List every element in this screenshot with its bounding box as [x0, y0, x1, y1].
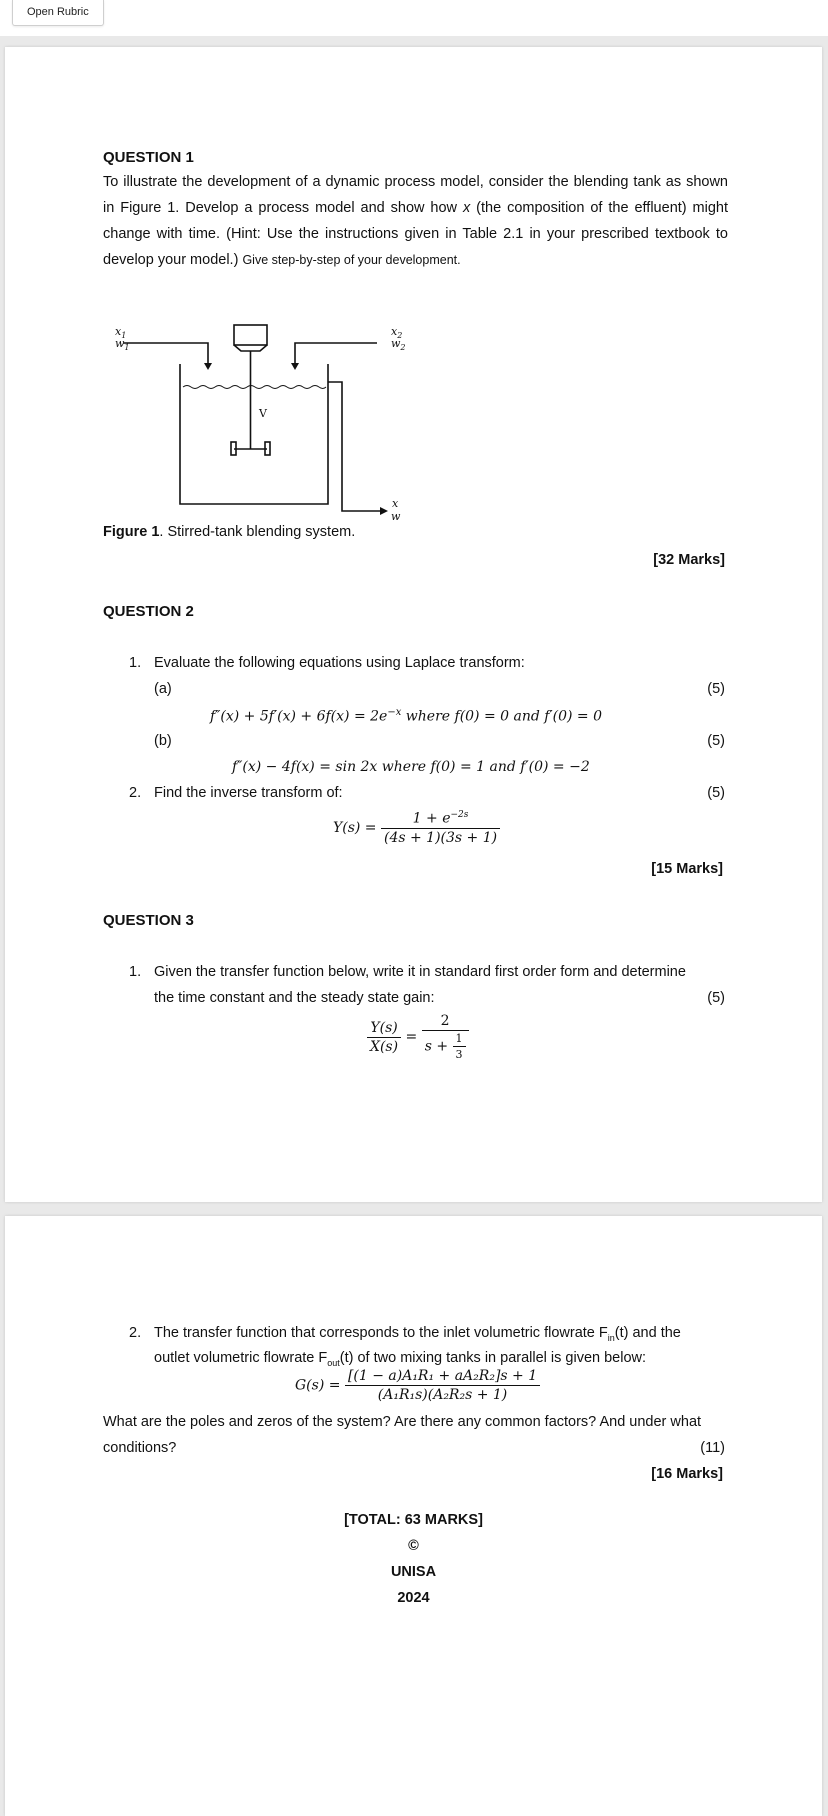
question-3-item-2-text: The transfer function that corresponds to the inlet volumetric flowrate $F_{in}(t)$ and the [154, 1325, 681, 1343]
list-number: 1. [129, 964, 142, 980]
motor-base [234, 345, 267, 351]
list-number: 1. [129, 655, 142, 671]
motor-box [234, 325, 267, 345]
year: 2024 [397, 1590, 430, 1606]
inlet-2-arrow [291, 363, 299, 370]
question-2-title: QUESTION 2 [103, 603, 194, 620]
document-page-2 [5, 1216, 822, 1816]
svg-text:w: w [391, 510, 401, 523]
question-1-marks: [32 Marks] [653, 552, 725, 568]
inverse-transform-equation: Y(s) = $\frac{1 + e^{-2s}}{(4s + 1)(3s + 1)}$ [333, 810, 500, 846]
volume-label: V [259, 407, 267, 420]
question-3-item-1-marks: (5) [707, 990, 725, 1006]
inlet-1-pipe [123, 343, 208, 363]
svg-text:x1: $x_1$ [115, 325, 127, 340]
question-3-item-1-text: Given the transfer function below, write it in standard first order form and determine [154, 964, 686, 980]
svg-text:x: x [392, 497, 399, 510]
question-3-title: QUESTION 3 [103, 912, 194, 929]
g-transfer-function-equation: G(s) = $\frac{\text{[(1 − a)A₁R₁ + aA₂R₂]s + 1}}{\text{(A₁R₁s)(A₂R₂s + 1)}}$ [295, 1368, 540, 1403]
poles-zeros-question-cont: conditions? [103, 1440, 177, 1456]
question-1-text: To illustrate the development of a dynamic process model, consider the blending tank as shown in Figure 1. Develop a process model and show how x (the composition of the effluent) might change with time. (Hint: Use the instructions given in Table 2.1 in your prescribed textbook to develop your model.) Give step-by-step of your development. [103, 174, 728, 268]
part-b-marks: (5) [707, 733, 725, 749]
question-2-item-2-marks: (5) [707, 785, 725, 801]
question-1-title: QUESTION 1 [103, 149, 194, 166]
total-marks: [TOTAL: 63 MARKS] [344, 1512, 483, 1528]
inlet-1-arrow [204, 363, 212, 370]
part-b-label: (b) [154, 733, 172, 749]
equation-a: $f''(x) + 5f'(x) + 6f(x) = 2e^{-x}$ where f(0) = 0 and f′(0) = 0 [210, 707, 603, 725]
question-2-item-1-text: Evaluate the following equations using Laplace transform: [154, 655, 525, 671]
liquid-level [183, 386, 326, 389]
equation-b: f″(x) − 4f(x) = sin 2x where f(0) = 1 and f′(0) = −2 [232, 759, 590, 775]
svg-text:x2: $x_2$ [391, 325, 403, 340]
part-a-marks: (5) [707, 681, 725, 697]
tank-wall [180, 364, 328, 504]
question-3-marks: [16 Marks] [651, 1466, 723, 1482]
list-number: 2. [129, 785, 142, 801]
poles-zeros-question: What are the poles and zeros of the system? Are there any common factors? And under what [103, 1414, 702, 1430]
outlet-pipe [328, 382, 380, 511]
outlet-arrow [380, 507, 388, 515]
transfer-function-equation: $\frac{Y(s)}{X(s)}$ = 2 s + $\frac{1}{3}$ [367, 1013, 469, 1061]
document-page-1 [5, 47, 822, 1202]
poles-zeros-marks: (11) [700, 1440, 725, 1456]
svg-text:w1: $w_1$ [115, 337, 130, 352]
question-3-item-2-text-cont: outlet volumetric flowrate $F_{out}(t)$ of two mixing tanks in parallel is given below: [154, 1350, 647, 1368]
part-a-label: (a) [154, 681, 172, 697]
top-toolbar [0, 0, 828, 36]
question-2-marks: [15 Marks] [651, 861, 723, 877]
open-rubric-button[interactable]: Open Rubric [12, 0, 104, 26]
inlet-2-pipe [295, 343, 377, 363]
figure-1-caption: Figure 1. Stirred-tank blending system. [103, 524, 356, 540]
list-number: 2. [129, 1325, 142, 1341]
copyright-symbol: © [408, 1538, 419, 1554]
question-3-item-1-text-cont: the time constant and the steady state gain: [154, 990, 435, 1006]
svg-text:w2: $w_2$ [391, 337, 406, 352]
question-2-item-2-text: Find the inverse transform of: [154, 785, 343, 801]
institution-name: UNISA [390, 1564, 437, 1580]
